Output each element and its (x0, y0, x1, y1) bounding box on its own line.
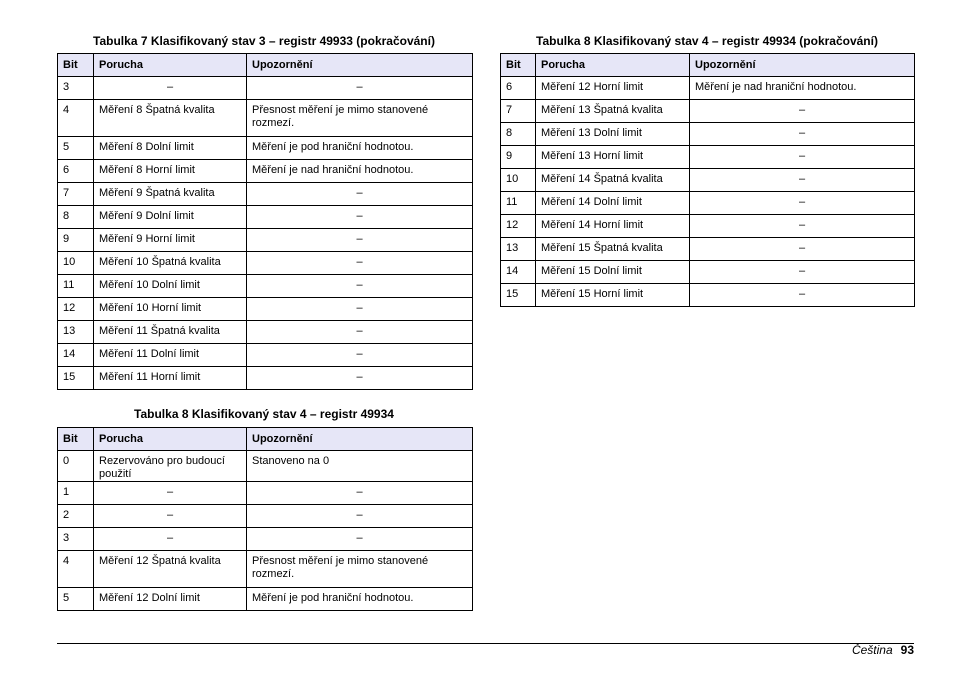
cell-bit: 7 (58, 183, 94, 206)
table-row (58, 367, 473, 390)
cell-porucha: Měření 8 Horní limit (94, 160, 247, 183)
cell-porucha: Měření 9 Špatná kvalita (94, 183, 247, 206)
cell-porucha: Měření 15 Horní limit (536, 284, 690, 307)
table-row (58, 528, 473, 551)
table-row (58, 298, 473, 321)
cell-upozorneni: – (247, 321, 473, 344)
table-row (58, 77, 473, 100)
cell-bit: 4 (58, 551, 94, 588)
cell-porucha: Měření 12 Horní limit (536, 77, 690, 100)
cell-bit: 10 (58, 252, 94, 275)
cell-porucha: Měření 11 Špatná kvalita (94, 321, 247, 344)
cell-bit: 13 (501, 238, 536, 261)
cell-upozorneni: – (247, 505, 473, 528)
table-row (58, 588, 473, 611)
cell-porucha: Měření 13 Špatná kvalita (536, 100, 690, 123)
cell-bit: 3 (58, 528, 94, 551)
cell-porucha: Měření 9 Dolní limit (94, 206, 247, 229)
cell-bit: 3 (58, 77, 94, 100)
cell-bit: 6 (58, 160, 94, 183)
header-porucha: Porucha (94, 428, 247, 451)
cell-bit: 1 (58, 482, 94, 505)
table-8-cont-caption: Tabulka 8 Klasifikovaný stav 4 – registr 49934 (pokračování) (536, 34, 878, 48)
cell-bit: 15 (501, 284, 536, 307)
cell-porucha: Měření 10 Dolní limit (94, 275, 247, 298)
cell-bit: 5 (58, 588, 94, 611)
table-row (58, 100, 473, 137)
cell-upozorneni: – (690, 192, 915, 215)
cell-bit: 14 (58, 344, 94, 367)
table-row (501, 284, 915, 307)
cell-porucha: Měření 12 Dolní limit (94, 588, 247, 611)
table-row (58, 206, 473, 229)
header-upozorneni: Upozornění (247, 428, 473, 451)
table-7 (57, 53, 473, 390)
cell-bit: 8 (58, 206, 94, 229)
cell-upozorneni: Měření je pod hraniční hodnotou. (247, 588, 473, 611)
cell-upozorneni: Měření je nad hraniční hodnotou. (690, 77, 915, 100)
cell-upozorneni: Měření je pod hraniční hodnotou. (247, 137, 473, 160)
cell-bit: 11 (501, 192, 536, 215)
page-footer (852, 643, 914, 657)
cell-porucha: – (94, 482, 247, 505)
cell-upozorneni: – (247, 206, 473, 229)
cell-porucha: – (94, 77, 247, 100)
table-row (501, 215, 915, 238)
cell-porucha: Měření 12 Špatná kvalita (94, 551, 247, 588)
table-row (58, 229, 473, 252)
table-7-caption: Tabulka 7 Klasifikovaný stav 3 – registr 49933 (pokračování) (93, 34, 435, 48)
cell-upozorneni: – (247, 252, 473, 275)
table-row (58, 551, 473, 588)
cell-upozorneni: – (690, 238, 915, 261)
cell-upozorneni: – (247, 229, 473, 252)
table-8 (57, 427, 473, 611)
table-row (58, 505, 473, 528)
cell-porucha: Měření 10 Špatná kvalita (94, 252, 247, 275)
cell-upozorneni: – (247, 528, 473, 551)
footer-language: Čeština (851, 643, 893, 657)
cell-upozorneni: – (690, 123, 915, 146)
header-bit: Bit (58, 54, 94, 77)
table-row (501, 238, 915, 261)
table-row (501, 123, 915, 146)
cell-upozorneni: Přesnost měření je mimo stanovené rozmezí. (247, 100, 473, 137)
cell-upozorneni: – (247, 183, 473, 206)
table-row (501, 169, 915, 192)
cell-upozorneni: – (690, 284, 915, 307)
cell-porucha: Měření 11 Horní limit (94, 367, 247, 390)
cell-upozorneni: – (690, 100, 915, 123)
cell-porucha: Měření 8 Dolní limit (94, 137, 247, 160)
cell-upozorneni: – (247, 298, 473, 321)
cell-porucha: Měření 9 Horní limit (94, 229, 247, 252)
cell-porucha: Rezervováno pro budoucí použití (94, 451, 247, 482)
cell-upozorneni: Přesnost měření je mimo stanovené rozmezí. (247, 551, 473, 588)
cell-porucha: – (94, 528, 247, 551)
cell-upozorneni: Stanoveno na 0 (247, 451, 473, 482)
cell-porucha: Měření 11 Dolní limit (94, 344, 247, 367)
cell-porucha: Měření 13 Dolní limit (536, 123, 690, 146)
cell-upozorneni: – (247, 344, 473, 367)
cell-upozorneni: – (690, 146, 915, 169)
cell-bit: 14 (501, 261, 536, 284)
cell-upozorneni: – (247, 275, 473, 298)
cell-porucha: Měření 15 Dolní limit (536, 261, 690, 284)
cell-upozorneni: – (690, 215, 915, 238)
table-row (58, 321, 473, 344)
cell-bit: 8 (501, 123, 536, 146)
cell-porucha: Měření 10 Horní limit (94, 298, 247, 321)
cell-porucha: Měření 14 Dolní limit (536, 192, 690, 215)
cell-bit: 10 (501, 169, 536, 192)
cell-upozorneni: – (690, 169, 915, 192)
table-header-row (58, 428, 473, 451)
cell-porucha: Měření 15 Špatná kvalita (536, 238, 690, 261)
cell-upozorneni: – (247, 367, 473, 390)
cell-bit: 9 (58, 229, 94, 252)
cell-bit: 6 (501, 77, 536, 100)
cell-upozorneni: – (247, 482, 473, 505)
cell-porucha: Měření 8 Špatná kvalita (94, 100, 247, 137)
cell-bit: 12 (501, 215, 536, 238)
table-row (58, 183, 473, 206)
cell-upozorneni: Měření je nad hraniční hodnotou. (247, 160, 473, 183)
table-row (501, 192, 915, 215)
table-row (58, 137, 473, 160)
header-upozorneni: Upozornění (247, 54, 473, 77)
table-header-row (58, 54, 473, 77)
cell-upozorneni: – (690, 261, 915, 284)
cell-bit: 5 (58, 137, 94, 160)
header-bit: Bit (501, 54, 536, 77)
cell-bit: 12 (58, 298, 94, 321)
footer-rule (57, 643, 914, 644)
cell-bit: 7 (501, 100, 536, 123)
table-8-caption: Tabulka 8 Klasifikovaný stav 4 – registr 49934 (134, 407, 394, 421)
header-bit: Bit (58, 428, 94, 451)
table-row (501, 261, 915, 284)
cell-bit: 4 (58, 100, 94, 137)
cell-bit: 15 (58, 367, 94, 390)
cell-porucha: Měření 13 Horní limit (536, 146, 690, 169)
table-row (501, 146, 915, 169)
cell-bit: 0 (58, 451, 94, 482)
table-row (58, 275, 473, 298)
cell-bit: 13 (58, 321, 94, 344)
table-8-continued (500, 53, 915, 307)
cell-bit: 9 (501, 146, 536, 169)
cell-porucha: Měření 14 Špatná kvalita (536, 169, 690, 192)
table-row (501, 77, 915, 100)
table-row (58, 451, 473, 482)
table-row (501, 100, 915, 123)
table-row (58, 252, 473, 275)
table-row (58, 344, 473, 367)
cell-bit: 2 (58, 505, 94, 528)
table-header-row (501, 54, 915, 77)
header-porucha: Porucha (94, 54, 247, 77)
cell-bit: 11 (58, 275, 94, 298)
table-row (58, 482, 473, 505)
table-row (58, 160, 473, 183)
cell-porucha: Měření 14 Horní limit (536, 215, 690, 238)
cell-porucha: – (94, 505, 247, 528)
cell-upozorneni: – (247, 77, 473, 100)
page-number: 93 (900, 643, 914, 657)
header-porucha: Porucha (536, 54, 690, 77)
header-upozorneni: Upozornění (690, 54, 915, 77)
